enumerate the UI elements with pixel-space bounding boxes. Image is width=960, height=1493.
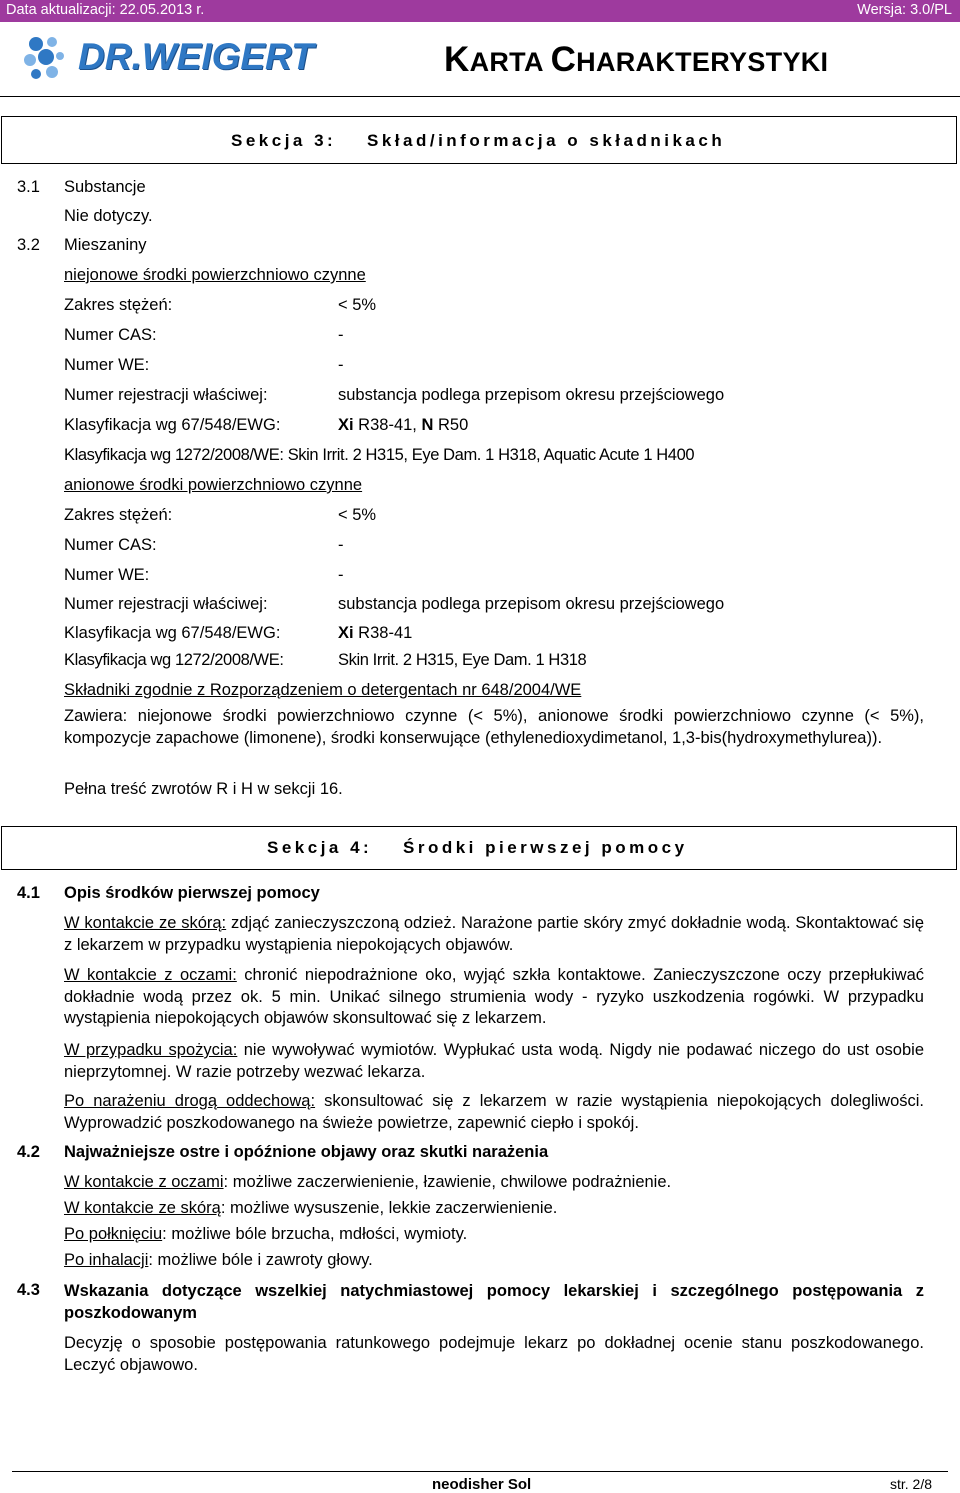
section-3-label: Sekcja 3: (231, 131, 337, 150)
first-aid-eyes: W kontakcie z oczami: chronić niepodrażnione oko, wyjąć szkła kontaktowe. Zanieczyszczone oczy przepłukiwać dokładnie wodą przez ok. 5 min. Unikać silnego strumienia wody - ryzyko uszkodzenia rogówki. W przypadku wystąpienia niepokojących objawów skonsultować się z lekarzem. (64, 966, 924, 1027)
weigert-logo-text: DR.WEIGERT (78, 36, 314, 77)
mixture-2-we-value: Skin Irrit. 2 H315, Eye Dam. 1 H318 (338, 651, 587, 669)
symptom-item: Po inhalacji: możliwe bóle i zawroty głowy. (64, 1251, 373, 1269)
symptom-item: W kontakcie z oczami: możliwe zaczerwienienie, łzawienie, chwilowe podrażnienie. (64, 1173, 672, 1191)
mixture-2-row-value: < 5% (338, 506, 377, 524)
mixture-2-row-value: - (338, 536, 344, 554)
substances-text: Nie dotyczy. (64, 207, 153, 225)
mixture-1-row-value: - (338, 326, 344, 344)
subsection-3-2-number: 3.2 (17, 236, 40, 254)
mixture-1-row-label: Zakres stężeń: (64, 296, 173, 314)
mixture-2-row-label: Numer CAS: (64, 536, 157, 554)
subsection-4-1-title: Opis środków pierwszej pomocy (64, 884, 320, 902)
first-aid-skin: W kontakcie ze skórą: zdjąć zanieczyszczoną odzież. Narażone partie skóry zmyć dokładnie wodą. Skontaktować się z lekarzem w przypadku wystąpienia niepokojących objawów. (64, 914, 925, 954)
mixture-1-row-value: < 5% (338, 296, 377, 314)
subsection-4-2-title: Najważniejsze ostre i opóźnione objawy oraz skutki narażenia (64, 1143, 549, 1161)
subsection-4-3-title: Wskazania dotyczące wszelkiej natychmiastowej pomocy lekarskiej i szczególnego postępowania z poszkodowanym (64, 1282, 924, 1322)
medical-attention-text: Decyzję o sposobie postępowania ratunkowego podejmuje lekarz po dokładnej ocenie stanu poszkodowanego. Leczyć objawowo. (64, 1334, 924, 1374)
mixture-2-row-label: Numer WE: (64, 566, 150, 584)
weigert-logo-icon (22, 34, 66, 80)
symptom-item: Po połknięciu: możliwe bóle brzucha, mdłości, wymioty. (64, 1225, 468, 1243)
mixture-1-row-label: Numer CAS: (64, 326, 157, 344)
mixture-1-we-classification: Klasyfikacja wg 1272/2008/WE: Skin Irrit. 2 H315, Eye Dam. 1 H318, Aquatic Acute 1 H400 (64, 446, 695, 464)
mixture-1-row-label: Numer WE: (64, 356, 150, 374)
mixture-1-name: niejonowe środki powierzchniowo czynne (64, 266, 366, 284)
full-text-note: Pełna treść zwrotów R i H w sekcji 16. (64, 780, 343, 798)
section-3-title: Skład/informacja o składnikach (367, 131, 726, 150)
mixture-1-row-value: substancja podlega przepisom okresu przejściowego (338, 386, 725, 404)
document-title: KARTA CHARAKTERYSTYKI (444, 40, 829, 79)
mixture-2-row-value: - (338, 566, 344, 584)
subsection-4-1-number: 4.1 (17, 884, 40, 902)
mixture-2-row-value: substancja podlega przepisom okresu przejściowego (338, 595, 725, 613)
mixture-1-ewg-value: Xi R38-41, N R50 (338, 416, 469, 434)
mixture-2-we-label: Klasyfikacja wg 1272/2008/WE: (64, 651, 284, 669)
subsection-3-1-number: 3.1 (17, 178, 40, 196)
mixture-2-ewg-value: Xi R38-41 (338, 624, 413, 642)
header-divider (0, 96, 960, 97)
header-bar (0, 0, 960, 22)
mixture-1-ewg-label: Klasyfikacja wg 67/548/EWG: (64, 416, 281, 434)
detergent-text: Zawiera: niejonowe środki powierzchniowo czynne (< 5%), anionowe środki powierzchniowo czynne (< 5%), kompozycje zapachowe (limonene), środki konserwujące (ethylenedioxydimetanol, 1,3-bis(hydroxymethylurea)). (64, 707, 924, 747)
subsection-3-2-title: Mieszaniny (64, 236, 147, 254)
symptom-item: W kontakcie ze skórą: możliwe wysuszenie, lekkie zaczerwienienie. (64, 1199, 558, 1217)
mixture-1-row-value: - (338, 356, 344, 374)
footer-divider (12, 1471, 948, 1472)
mixture-2-ewg-label: Klasyfikacja wg 67/548/EWG: (64, 624, 281, 642)
first-aid-ingestion: W przypadku spożycia: nie wywoływać wymiotów. Wypłukać usta wodą. Nigdy nie podawać niczego do ust osobie nieprzytomnej. W razie potrzeby wezwać lekarza. (64, 1041, 924, 1081)
section-4-label: Sekcja 4: (267, 838, 373, 857)
version-label: Wersja: 3.0/PL (857, 2, 952, 18)
footer-product-name: neodisher Sol (432, 1476, 532, 1493)
section-4-title: Środki pierwszej pomocy (403, 838, 688, 857)
footer-page-number: str. 2/8 (890, 1476, 933, 1492)
subsection-4-2-number: 4.2 (17, 1143, 40, 1161)
mixture-1-row-label: Numer rejestracji właściwej: (64, 386, 268, 404)
update-date: Data aktualizacji: 22.05.2013 r. (6, 2, 205, 18)
mixture-2-row-label: Zakres stężeń: (64, 506, 173, 524)
mixture-2-row-label: Numer rejestracji właściwej: (64, 595, 268, 613)
subsection-4-3-number: 4.3 (17, 1281, 40, 1299)
first-aid-inhalation: Po narażeniu drogą oddechową: skonsultować się z lekarzem w razie wystąpienia niepokojących dolegliwości. Wyprowadzić poszkodowanego na świeże powietrze, zapewnić ciepło i spokój. (64, 1092, 924, 1132)
subsection-3-1-title: Substancje (64, 178, 146, 196)
detergent-heading: Składniki zgodnie z Rozporządzeniem o detergentach nr 648/2004/WE (64, 681, 582, 699)
mixture-2-name: anionowe środki powierzchniowo czynne (64, 476, 363, 494)
